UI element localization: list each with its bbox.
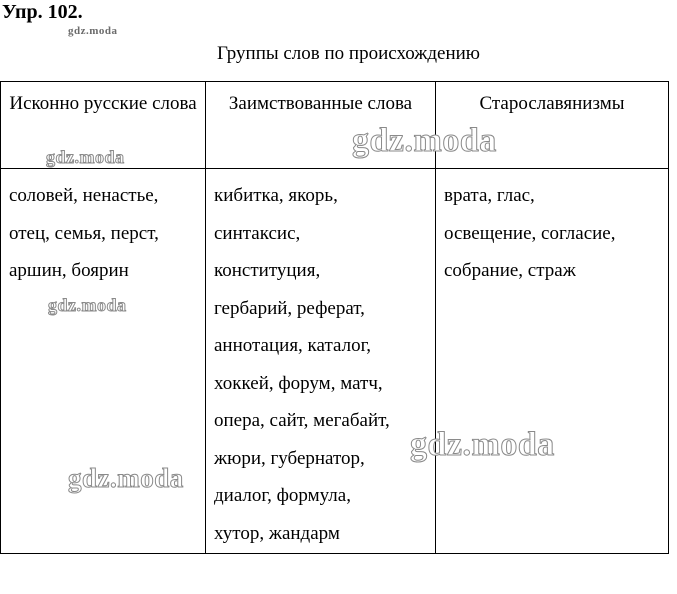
- word-line: аннотация, каталог,: [214, 335, 371, 356]
- word-line: хутор, жандарм: [214, 522, 340, 544]
- watermark-logo: gdz.moda: [68, 25, 118, 37]
- table-body-row: [1, 169, 669, 554]
- watermark-logo: gdz.moda: [410, 426, 555, 463]
- watermark-logo: gdz.moda: [352, 122, 497, 159]
- cell-old-slavonic: [436, 169, 669, 554]
- word-line: врата, глас,: [444, 185, 535, 206]
- word-line: аршин, боярин: [9, 260, 129, 281]
- word-line: конституция,: [214, 260, 321, 281]
- word-line: соловей, ненастье,: [9, 185, 159, 206]
- word-line: гербарий, реферат,: [214, 297, 365, 319]
- table-caption: Группы слов по происхождению: [216, 43, 481, 64]
- word-line: освещение, согласие,: [444, 222, 616, 244]
- cell-native-russian: [1, 169, 206, 554]
- watermark-logo: gdz.moda: [68, 463, 184, 493]
- watermark-logo: gdz.moda: [46, 147, 125, 167]
- word-line: опера, сайт, мегабайт,: [214, 410, 390, 431]
- word-line: хоккей, форум, матч,: [214, 372, 383, 394]
- word-line: жюри, губернатор,: [214, 447, 365, 469]
- header-native-russian: Исконно русские слова: [1, 82, 206, 169]
- header-old-slavonic: Старославянизмы: [436, 82, 669, 169]
- word-line: синтаксис,: [214, 222, 301, 244]
- word-line: отец, семья, перст,: [9, 222, 159, 244]
- word-line: кибитка, якорь,: [214, 185, 338, 206]
- cell-borrowed: [206, 169, 436, 554]
- table-header-row: [1, 82, 669, 169]
- word-line: диалог, формула,: [214, 485, 351, 506]
- watermark-logo: gdz.moda: [48, 295, 127, 315]
- header-borrowed: Заимствованные слова: [206, 82, 436, 169]
- word-origin-table: [0, 81, 669, 554]
- word-line: собрание, страж: [444, 260, 576, 281]
- exercise-title: Упр. 102.: [2, 1, 83, 23]
